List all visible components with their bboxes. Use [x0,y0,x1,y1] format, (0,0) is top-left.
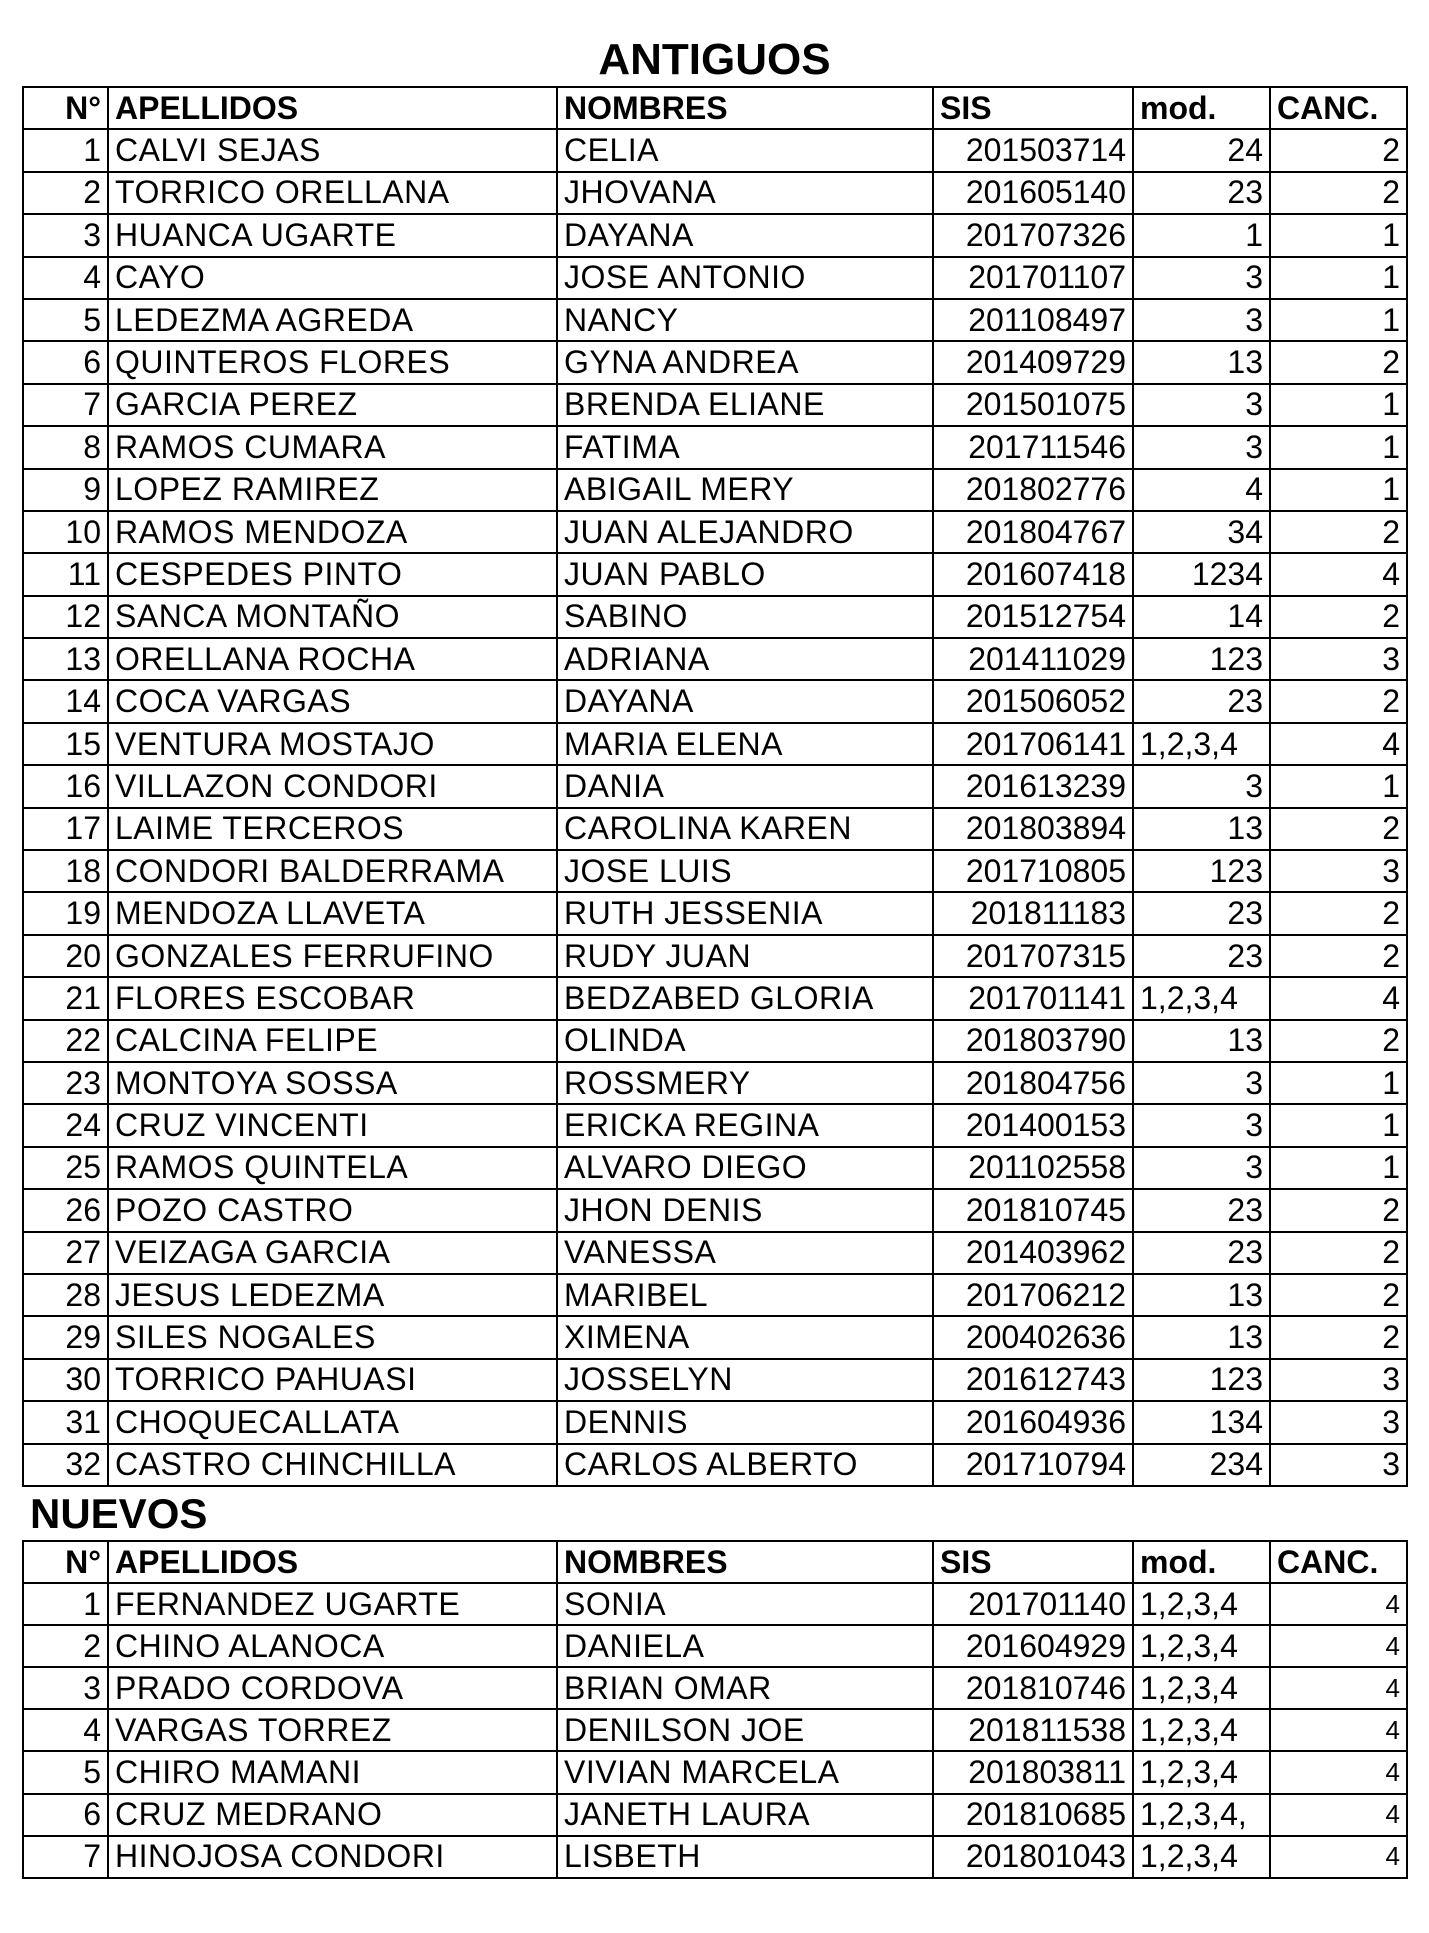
cell-nombres: FATIMA [557,426,933,468]
cell-numero: 22 [23,1020,108,1062]
cell-canc: 3 [1270,638,1407,680]
cell-mod: 1,2,3,4 [1133,1836,1270,1878]
cell-nombres: CAROLINA KAREN [557,808,933,850]
cell-sis: 201810746 [933,1667,1133,1709]
table-row [23,257,1407,299]
cell-nombres: CARLOS ALBERTO [557,1444,933,1486]
cell-canc: 2 [1270,1316,1407,1358]
cell-mod: 123 [1133,638,1270,680]
cell-apellidos: ORELLANA ROCHA [108,638,557,680]
cell-apellidos: CALCINA FELIPE [108,1020,557,1062]
cell-sis: 201411029 [933,638,1133,680]
cell-mod: 3 [1133,426,1270,468]
title-nuevos: NUEVOS [30,1490,208,1537]
cell-nombres: BRIAN OMAR [557,1667,933,1709]
header-sis: SIS [933,1541,1133,1583]
cell-numero: 5 [23,1751,108,1793]
cell-nombres: JHON DENIS [557,1189,933,1231]
cell-nombres: SONIA [557,1583,933,1625]
cell-sis: 201803790 [933,1020,1133,1062]
cell-apellidos: HUANCA UGARTE [108,214,557,256]
table-row [23,1104,1407,1146]
cell-sis: 201604936 [933,1401,1133,1443]
cell-mod: 123 [1133,1359,1270,1401]
cell-mod: 13 [1133,1316,1270,1358]
cell-canc: 4 [1270,1751,1407,1793]
cell-nombres: MARIBEL [557,1274,933,1316]
cell-apellidos: RAMOS QUINTELA [108,1147,557,1189]
cell-numero: 20 [23,935,108,977]
cell-mod: 13 [1133,1020,1270,1062]
table-row [23,172,1407,214]
cell-mod: 34 [1133,511,1270,553]
cell-apellidos: GARCIA PEREZ [108,384,557,426]
cell-canc: 2 [1270,341,1407,383]
table-nuevos [22,1540,1408,1879]
cell-numero: 4 [23,257,108,299]
cell-numero: 8 [23,426,108,468]
table-row [23,765,1407,807]
cell-sis: 201503714 [933,129,1133,171]
cell-canc: 1 [1270,765,1407,807]
cell-sis: 201403962 [933,1232,1133,1274]
header-sis: SIS [933,87,1133,129]
cell-canc: 2 [1270,1232,1407,1274]
cell-apellidos: SANCA MONTAÑO [108,596,557,638]
table-row [23,1274,1407,1316]
cell-sis: 201811538 [933,1709,1133,1751]
header-canc: CANC. [1270,1541,1407,1583]
table-row [23,596,1407,638]
cell-apellidos: MONTOYA SOSSA [108,1062,557,1104]
cell-numero: 9 [23,469,108,511]
cell-canc: 2 [1270,596,1407,638]
cell-numero: 24 [23,1104,108,1146]
cell-numero: 1 [23,1583,108,1625]
cell-canc: 1 [1270,299,1407,341]
cell-apellidos: CASTRO CHINCHILLA [108,1444,557,1486]
title-antiguos: ANTIGUOS [598,35,831,84]
cell-nombres: SABINO [557,596,933,638]
cell-numero: 12 [23,596,108,638]
cell-numero: 10 [23,511,108,553]
header-mod: mod. [1133,87,1270,129]
cell-apellidos: CRUZ MEDRANO [108,1794,557,1836]
cell-nombres: ERICKA REGINA [557,1104,933,1146]
cell-numero: 32 [23,1444,108,1486]
cell-mod: 1,2,3,4 [1133,977,1270,1019]
table-row [23,638,1407,680]
cell-mod: 14 [1133,596,1270,638]
cell-canc: 2 [1270,935,1407,977]
cell-canc: 3 [1270,1401,1407,1443]
cell-mod: 23 [1133,892,1270,934]
cell-nombres: RUDY JUAN [557,935,933,977]
cell-canc: 4 [1270,1836,1407,1878]
cell-mod: 24 [1133,129,1270,171]
cell-canc: 1 [1270,214,1407,256]
cell-mod: 3 [1133,257,1270,299]
cell-sis: 201710794 [933,1444,1133,1486]
cell-nombres: LISBETH [557,1836,933,1878]
table-row [23,1316,1407,1358]
table-row [23,1444,1407,1486]
cell-numero: 6 [23,341,108,383]
cell-sis: 201506052 [933,680,1133,722]
cell-canc: 2 [1270,511,1407,553]
cell-nombres: DANIA [557,765,933,807]
cell-apellidos: SILES NOGALES [108,1316,557,1358]
cell-sis: 201804756 [933,1062,1133,1104]
cell-sis: 201706141 [933,723,1133,765]
cell-apellidos: CRUZ VINCENTI [108,1104,557,1146]
cell-sis: 201707326 [933,214,1133,256]
cell-sis: 201811183 [933,892,1133,934]
cell-nombres: JUAN ALEJANDRO [557,511,933,553]
table-row [23,850,1407,892]
cell-numero: 26 [23,1189,108,1231]
cell-nombres: CELIA [557,129,933,171]
cell-canc: 1 [1270,426,1407,468]
cell-apellidos: LAIME TERCEROS [108,808,557,850]
cell-numero: 13 [23,638,108,680]
cell-canc: 4 [1270,1667,1407,1709]
cell-canc: 2 [1270,1274,1407,1316]
cell-nombres: JOSE LUIS [557,850,933,892]
cell-nombres: DENNIS [557,1401,933,1443]
table-row [23,1583,1407,1625]
cell-canc: 4 [1270,977,1407,1019]
cell-numero: 7 [23,1836,108,1878]
cell-numero: 27 [23,1232,108,1274]
cell-sis: 201108497 [933,299,1133,341]
cell-numero: 21 [23,977,108,1019]
cell-nombres: DENILSON JOE [557,1709,933,1751]
cell-nombres: OLINDA [557,1020,933,1062]
header-nombres: NOMBRES [557,87,933,129]
cell-nombres: ABIGAIL MERY [557,469,933,511]
cell-nombres: JUAN PABLO [557,553,933,595]
cell-sis: 201605140 [933,172,1133,214]
table-row [23,214,1407,256]
cell-sis: 201803811 [933,1751,1133,1793]
cell-apellidos: VENTURA MOSTAJO [108,723,557,765]
table-row [23,469,1407,511]
table-row [23,129,1407,171]
cell-canc: 4 [1270,553,1407,595]
table-row [23,1709,1407,1751]
cell-numero: 19 [23,892,108,934]
table-row [23,1401,1407,1443]
cell-mod: 23 [1133,172,1270,214]
cell-sis: 201801043 [933,1836,1133,1878]
cell-canc: 4 [1270,1709,1407,1751]
cell-numero: 17 [23,808,108,850]
cell-sis: 201701141 [933,977,1133,1019]
cell-nombres: DANIELA [557,1625,933,1667]
cell-nombres: GYNA ANDREA [557,341,933,383]
cell-numero: 4 [23,1709,108,1751]
table-row [23,299,1407,341]
cell-sis: 201612743 [933,1359,1133,1401]
cell-canc: 4 [1270,1625,1407,1667]
table-row [23,723,1407,765]
cell-apellidos: CALVI SEJAS [108,129,557,171]
cell-apellidos: JESUS LEDEZMA [108,1274,557,1316]
table-row [23,977,1407,1019]
cell-canc: 1 [1270,1104,1407,1146]
table-row [23,1836,1407,1878]
cell-sis: 201706212 [933,1274,1133,1316]
cell-mod: 1,2,3,4 [1133,1667,1270,1709]
cell-apellidos: CHINO ALANOCA [108,1625,557,1667]
cell-numero: 30 [23,1359,108,1401]
cell-mod: 3 [1133,299,1270,341]
cell-mod: 1,2,3,4 [1133,1625,1270,1667]
cell-canc: 1 [1270,1062,1407,1104]
cell-mod: 234 [1133,1444,1270,1486]
cell-numero: 28 [23,1274,108,1316]
cell-apellidos: PRADO CORDOVA [108,1667,557,1709]
cell-numero: 3 [23,1667,108,1709]
cell-mod: 1,2,3,4 [1133,723,1270,765]
cell-nombres: RUTH JESSENIA [557,892,933,934]
cell-sis: 201607418 [933,553,1133,595]
table-antiguos [22,86,1408,1487]
cell-sis: 201501075 [933,384,1133,426]
cell-mod: 1,2,3,4 [1133,1709,1270,1751]
table-row [23,1062,1407,1104]
cell-sis: 201701140 [933,1583,1133,1625]
cell-apellidos: HINOJOSA CONDORI [108,1836,557,1878]
table-row [23,1359,1407,1401]
table-row [23,1794,1407,1836]
cell-numero: 14 [23,680,108,722]
cell-numero: 1 [23,129,108,171]
cell-mod: 123 [1133,850,1270,892]
cell-canc: 4 [1270,1794,1407,1836]
header-apellidos: APELLIDOS [108,1541,557,1583]
cell-numero: 25 [23,1147,108,1189]
cell-canc: 4 [1270,1583,1407,1625]
cell-canc: 1 [1270,384,1407,426]
cell-apellidos: COCA VARGAS [108,680,557,722]
cell-canc: 3 [1270,1359,1407,1401]
cell-mod: 3 [1133,1062,1270,1104]
cell-sis: 201710805 [933,850,1133,892]
cell-numero: 7 [23,384,108,426]
cell-nombres: JHOVANA [557,172,933,214]
cell-nombres: VIVIAN MARCELA [557,1751,933,1793]
cell-sis: 201512754 [933,596,1133,638]
cell-nombres: ADRIANA [557,638,933,680]
cell-mod: 134 [1133,1401,1270,1443]
table-row [23,1020,1407,1062]
table-header-row [23,87,1407,129]
cell-apellidos: CHIRO MAMANI [108,1751,557,1793]
cell-nombres: BEDZABED GLORIA [557,977,933,1019]
cell-numero: 11 [23,553,108,595]
table-row [23,1751,1407,1793]
cell-nombres: JANETH LAURA [557,1794,933,1836]
table-row [23,426,1407,468]
cell-mod: 3 [1133,1147,1270,1189]
cell-nombres: JOSSELYN [557,1359,933,1401]
cell-numero: 16 [23,765,108,807]
cell-canc: 2 [1270,892,1407,934]
cell-apellidos: QUINTEROS FLORES [108,341,557,383]
table-row [23,1667,1407,1709]
cell-sis: 201707315 [933,935,1133,977]
cell-mod: 13 [1133,341,1270,383]
table-row [23,384,1407,426]
cell-apellidos: VILLAZON CONDORI [108,765,557,807]
cell-sis: 200402636 [933,1316,1133,1358]
cell-canc: 2 [1270,1189,1407,1231]
header-canc: CANC. [1270,87,1407,129]
cell-sis: 201409729 [933,341,1133,383]
cell-apellidos: GONZALES FERRUFINO [108,935,557,977]
cell-mod: 23 [1133,935,1270,977]
cell-nombres: BRENDA ELIANE [557,384,933,426]
cell-canc: 1 [1270,469,1407,511]
cell-canc: 2 [1270,808,1407,850]
cell-apellidos: TORRICO PAHUASI [108,1359,557,1401]
cell-apellidos: FLORES ESCOBAR [108,977,557,1019]
cell-mod: 23 [1133,1232,1270,1274]
cell-apellidos: TORRICO ORELLANA [108,172,557,214]
cell-apellidos: VEIZAGA GARCIA [108,1232,557,1274]
cell-numero: 6 [23,1794,108,1836]
cell-sis: 201803894 [933,808,1133,850]
table-row [23,892,1407,934]
cell-apellidos: MENDOZA LLAVETA [108,892,557,934]
cell-nombres: DAYANA [557,214,933,256]
cell-sis: 201102558 [933,1147,1133,1189]
table-row [23,341,1407,383]
cell-apellidos: VARGAS TORREZ [108,1709,557,1751]
cell-nombres: ROSSMERY [557,1062,933,1104]
cell-numero: 2 [23,172,108,214]
table-row [23,1147,1407,1189]
cell-mod: 3 [1133,384,1270,426]
table-row [23,1625,1407,1667]
cell-canc: 1 [1270,257,1407,299]
table-row [23,1189,1407,1231]
cell-sis: 201711546 [933,426,1133,468]
cell-numero: 31 [23,1401,108,1443]
cell-apellidos: RAMOS MENDOZA [108,511,557,553]
cell-sis: 201613239 [933,765,1133,807]
cell-nombres: DAYANA [557,680,933,722]
cell-numero: 29 [23,1316,108,1358]
cell-mod: 23 [1133,680,1270,722]
cell-mod: 4 [1133,469,1270,511]
cell-nombres: VANESSA [557,1232,933,1274]
cell-canc: 3 [1270,1444,1407,1486]
cell-mod: 13 [1133,1274,1270,1316]
cell-apellidos: CHOQUECALLATA [108,1401,557,1443]
cell-apellidos: CESPEDES PINTO [108,553,557,595]
cell-mod: 1234 [1133,553,1270,595]
cell-sis: 201604929 [933,1625,1133,1667]
table-header-row [23,1541,1407,1583]
cell-apellidos: LOPEZ RAMIREZ [108,469,557,511]
cell-sis: 201804767 [933,511,1133,553]
cell-nombres: JOSE ANTONIO [557,257,933,299]
header-n: N° [23,1541,108,1583]
cell-apellidos: LEDEZMA AGREDA [108,299,557,341]
cell-canc: 2 [1270,680,1407,722]
cell-nombres: XIMENA [557,1316,933,1358]
cell-sis: 201802776 [933,469,1133,511]
table-row [23,935,1407,977]
cell-canc: 1 [1270,1147,1407,1189]
cell-canc: 4 [1270,723,1407,765]
cell-apellidos: CAYO [108,257,557,299]
cell-mod: 23 [1133,1189,1270,1231]
table-row [23,511,1407,553]
cell-numero: 3 [23,214,108,256]
cell-mod: 1 [1133,214,1270,256]
cell-numero: 18 [23,850,108,892]
table-row [23,680,1407,722]
cell-nombres: ALVARO DIEGO [557,1147,933,1189]
cell-mod: 1,2,3,4 [1133,1751,1270,1793]
cell-mod: 3 [1133,1104,1270,1146]
cell-mod: 13 [1133,808,1270,850]
cell-mod: 3 [1133,765,1270,807]
header-apellidos: APELLIDOS [108,87,557,129]
cell-apellidos: POZO CASTRO [108,1189,557,1231]
cell-numero: 2 [23,1625,108,1667]
cell-canc: 3 [1270,850,1407,892]
cell-mod: 1,2,3,4 [1133,1583,1270,1625]
cell-canc: 2 [1270,129,1407,171]
cell-sis: 201810745 [933,1189,1133,1231]
table-row [23,1232,1407,1274]
cell-numero: 5 [23,299,108,341]
cell-nombres: NANCY [557,299,933,341]
table-row [23,808,1407,850]
cell-canc: 2 [1270,172,1407,214]
cell-apellidos: CONDORI BALDERRAMA [108,850,557,892]
header-mod: mod. [1133,1541,1270,1583]
cell-mod: 1,2,3,4, [1133,1794,1270,1836]
header-n: N° [23,87,108,129]
table-row [23,553,1407,595]
cell-apellidos: FERNANDEZ UGARTE [108,1583,557,1625]
cell-sis: 201701107 [933,257,1133,299]
cell-numero: 15 [23,723,108,765]
cell-canc: 2 [1270,1020,1407,1062]
header-nombres: NOMBRES [557,1541,933,1583]
cell-sis: 201400153 [933,1104,1133,1146]
cell-numero: 23 [23,1062,108,1104]
cell-apellidos: RAMOS CUMARA [108,426,557,468]
cell-nombres: MARIA ELENA [557,723,933,765]
cell-sis: 201810685 [933,1794,1133,1836]
